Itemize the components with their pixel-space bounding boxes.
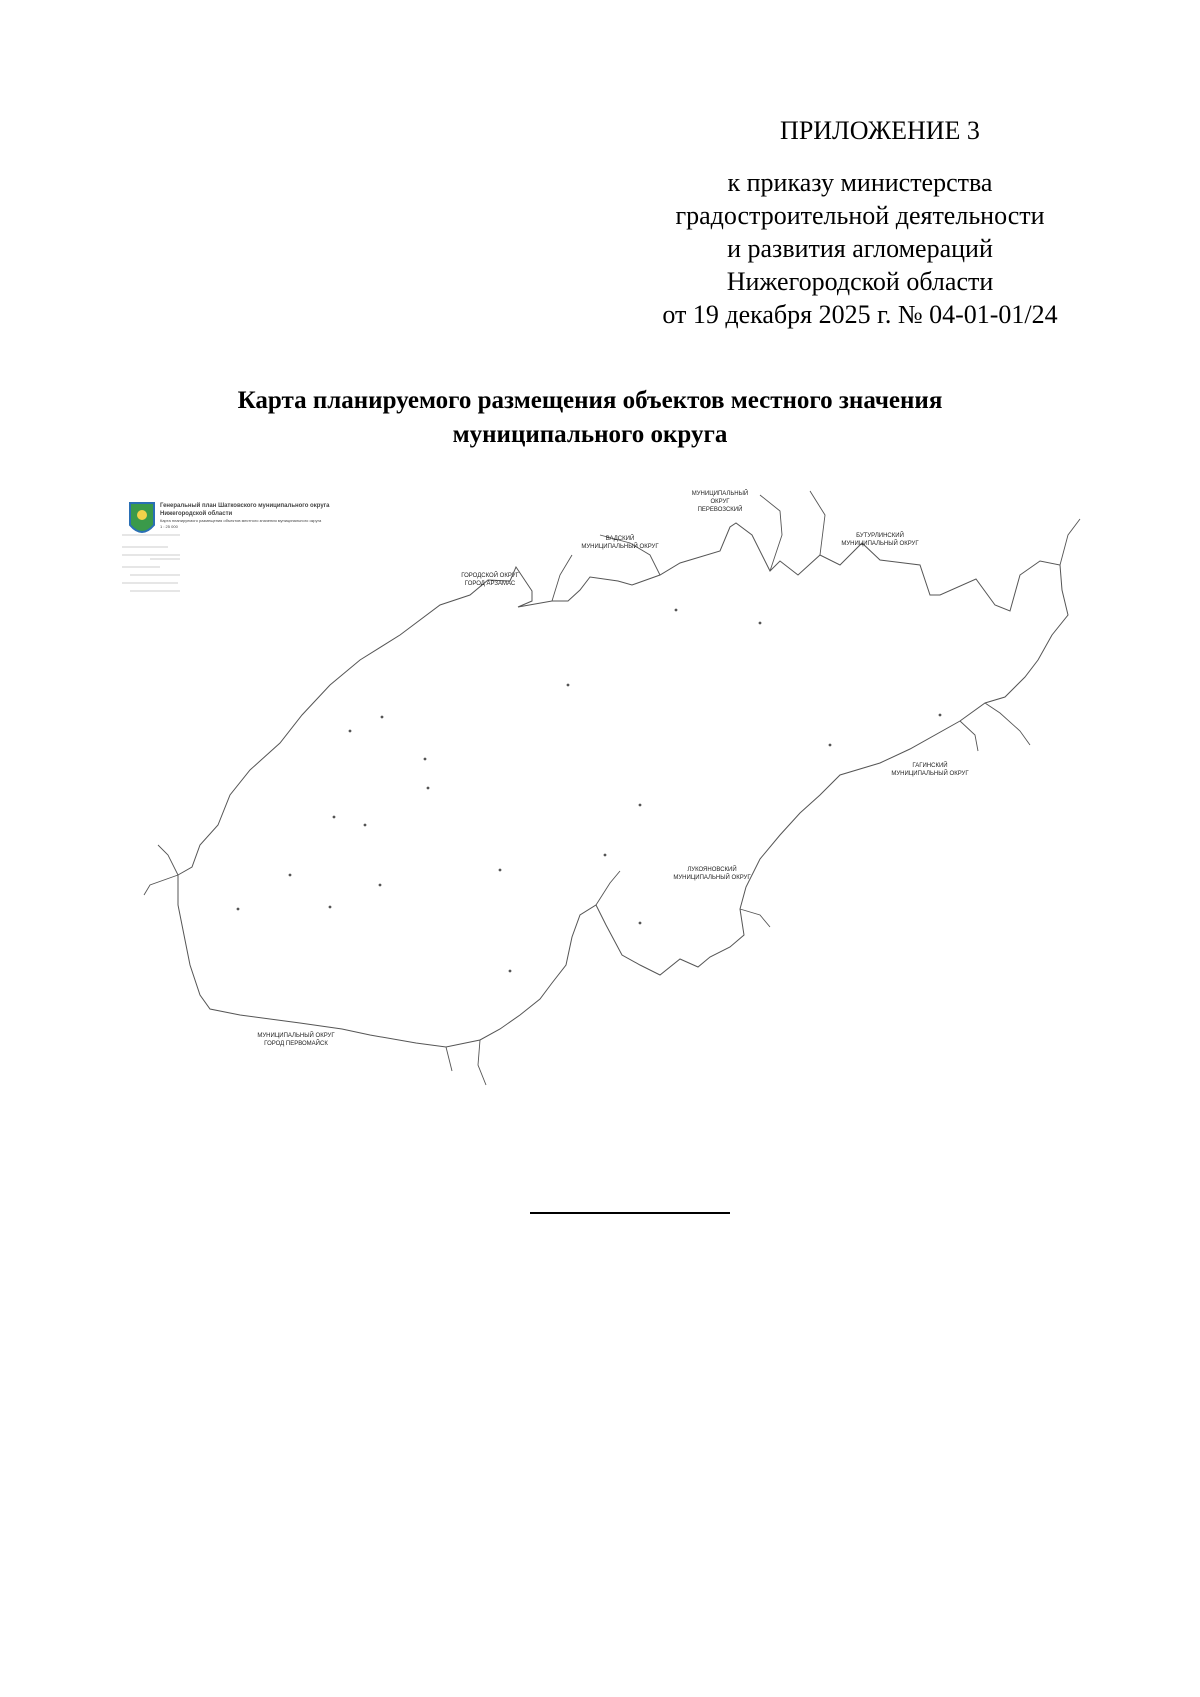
settlement-point [237, 908, 240, 911]
neighbor-label: ПЕРЕВОЗСКИЙ [697, 507, 743, 513]
page-title-line: Карта планируемого размещения объектов местного значения [237, 387, 943, 414]
neighbor-label: МУНИЦИПАЛЬНЫЙ ОКРУГ [581, 544, 659, 550]
neighbor-label: МУНИЦИПАЛЬНЫЙ ОКРУГ [891, 771, 969, 777]
district-map [120, 491, 1140, 1175]
neighbor-label: ГОРОД АРЗАМАС [464, 581, 516, 587]
emblem-center-icon [137, 510, 147, 520]
neighbor-label: ОКРУГ [710, 499, 730, 505]
district-boundary [178, 523, 1068, 1047]
neighbor-label: МУНИЦИПАЛЬНЫЙ [691, 491, 749, 497]
district-map-svg [120, 491, 1140, 1175]
legend-title: Генеральный план Шатковского муниципального округа [160, 503, 330, 509]
settlement-point [381, 716, 384, 719]
settlement-point [759, 622, 762, 625]
settlement-point [939, 714, 942, 717]
page-title [150, 384, 1030, 452]
appendix-line: от 19 декабря 2025 г. № 04-01-01/24 [662, 300, 1058, 329]
appendix-heading: ПРИЛОЖЕНИЕ 3 [780, 116, 980, 145]
map-legend [122, 502, 330, 591]
appendix-line: к приказу министерства [727, 168, 993, 197]
neighbor-label: БУТУРЛИНСКИЙ [856, 533, 904, 539]
settlement-point [333, 816, 336, 819]
neighbor-label: ГОРОД ПЕРВОМАЙСК [264, 1041, 328, 1047]
settlement-point [829, 744, 832, 747]
settlement-point [427, 787, 430, 790]
settlement-point [289, 874, 292, 877]
settlement-point [509, 970, 512, 973]
settlement-marks [237, 609, 942, 973]
separator-line [530, 1212, 730, 1214]
appendix-reference [600, 166, 1120, 331]
appendix-line: градостроительной деятельности [675, 201, 1045, 230]
settlement-point [675, 609, 678, 612]
neighbor-label: МУНИЦИПАЛЬНЫЙ ОКРУГ [673, 875, 751, 881]
page-title-line: муниципального округа [452, 421, 728, 448]
neighbor-label: ВАДСКИЙ [605, 536, 635, 542]
neighbor-label: ЛУКОЯНОВСКИЙ [687, 867, 737, 873]
legend-subtitle: Карта планируемого размещения объектов местного значения муниципального округа [160, 518, 322, 523]
neighbor-label: МУНИЦИПАЛЬНЫЙ ОКРУГ [257, 1033, 335, 1039]
settlement-point [364, 824, 367, 827]
settlement-point [604, 854, 607, 857]
settlement-point [499, 869, 502, 872]
appendix-line: Нижегородской области [726, 267, 994, 296]
settlement-point [639, 804, 642, 807]
legend-scale: 1 : 25 000 [160, 524, 178, 529]
settlement-point [349, 730, 352, 733]
settlement-point [639, 922, 642, 925]
settlement-point [424, 758, 427, 761]
neighbor-label: ГОРОДСКОЙ ОКРУГ [461, 573, 519, 579]
settlement-point [567, 684, 570, 687]
settlement-point [329, 906, 332, 909]
legend-region: Нижегородской области [160, 511, 233, 517]
neighbor-label: МУНИЦИПАЛЬНЫЙ ОКРУГ [841, 541, 919, 547]
appendix-line: и развития агломераций [727, 234, 993, 263]
settlement-point [379, 884, 382, 887]
neighbor-label: ГАГИНСКИЙ [912, 763, 948, 769]
